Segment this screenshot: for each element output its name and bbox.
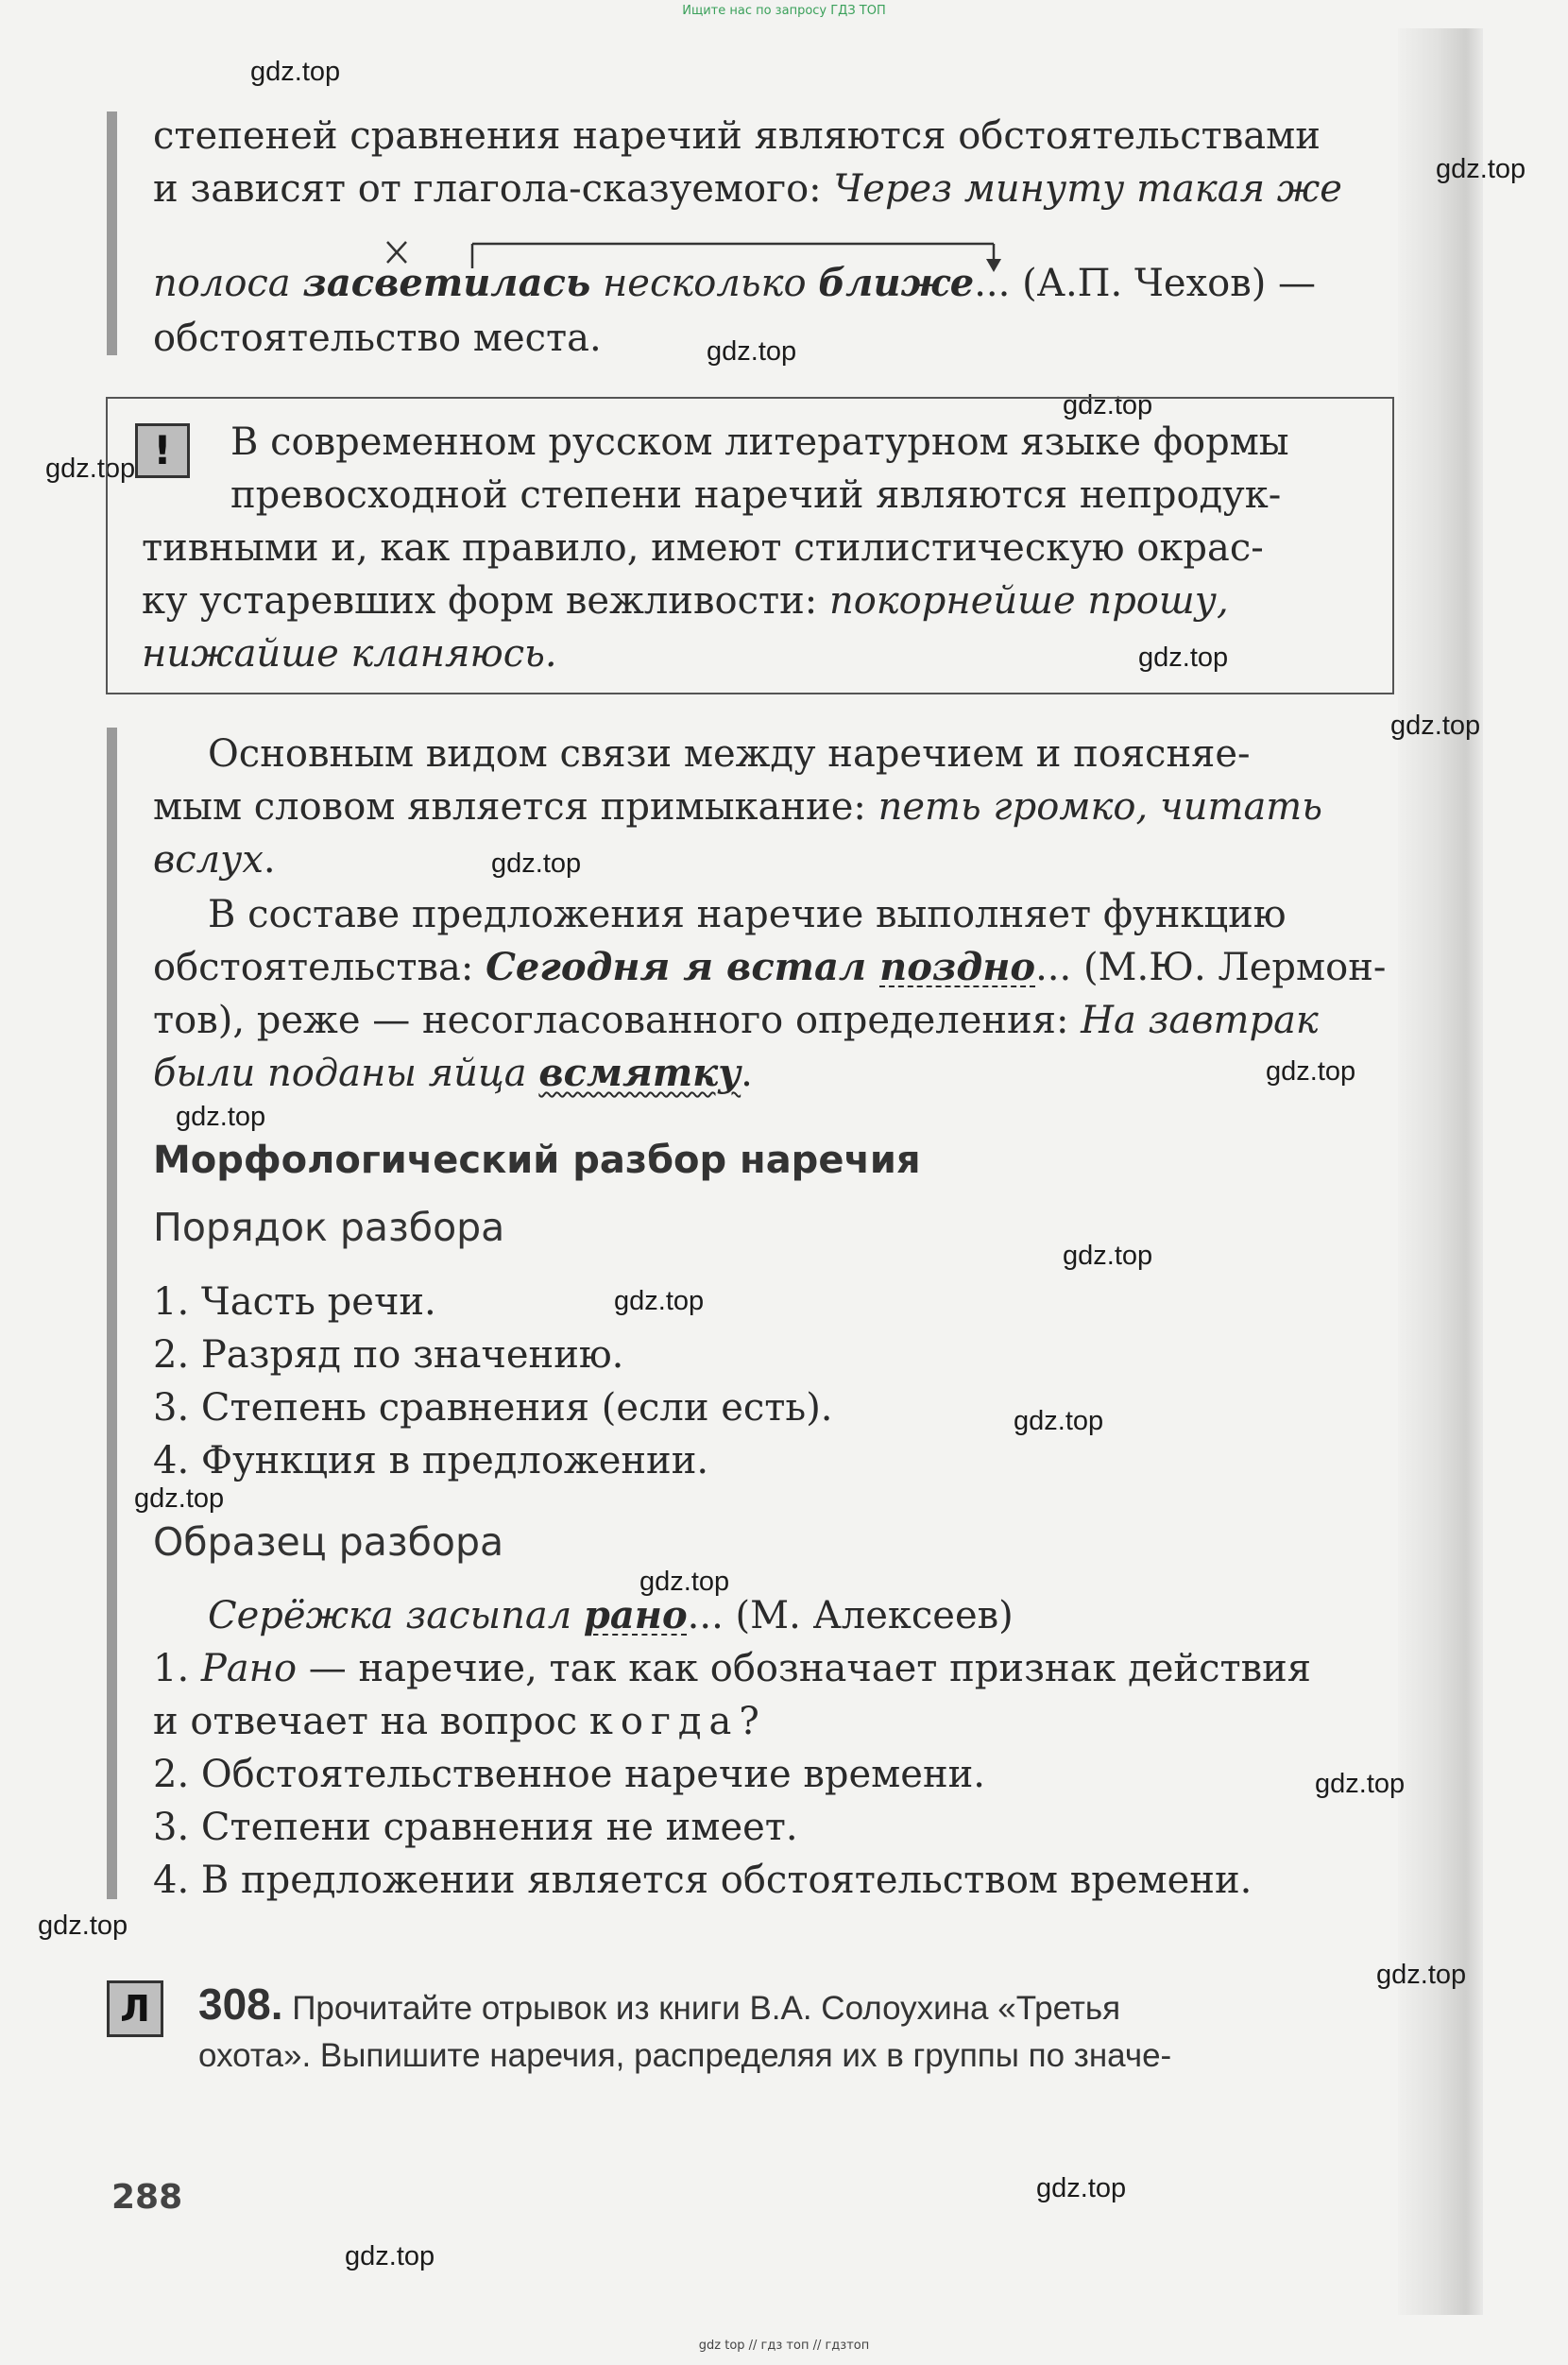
text-line: Основным видом связи между наречием и поясняе- (208, 732, 1251, 776)
text-line: В составе предложения наречие выполняет функцию (208, 893, 1287, 936)
text-line (153, 257, 1316, 310)
example-italic: полоса (153, 262, 303, 305)
exercise-badge: Л (107, 1980, 163, 2037)
list-item (153, 1695, 759, 1748)
text-fragment: ? (739, 1700, 759, 1743)
watermark: gdz.top (176, 1102, 266, 1132)
list-item: 2. Обстоятельственное наречие времени. (153, 1753, 985, 1796)
text-line (153, 1047, 753, 1100)
text-fragment: — наречие, так как обозначает признак действия (297, 1647, 1312, 1690)
example-italic: несколько (590, 262, 819, 305)
list-item: 3. Степени сравнения не имеет. (153, 1806, 798, 1849)
text-fragment: . (741, 1052, 753, 1095)
text-fragment: обстоятельства: (153, 946, 486, 989)
watermark: gdz.top (1014, 1406, 1104, 1436)
text-fragment: ... (М.Ю. Лермон- (1035, 946, 1387, 989)
watermark: gdz.top (1390, 711, 1481, 741)
text-line (153, 833, 276, 886)
watermark: gdz.top (250, 57, 341, 87)
question-spaced: когда (588, 1700, 740, 1743)
watermark: gdz.top (1036, 2173, 1127, 2203)
watermark: gdz.top (1063, 390, 1153, 420)
note-line: тивными и, как правило, имеют стилистическую окрас- (142, 526, 1264, 570)
example-italic: петь громко, читать (878, 785, 1323, 829)
list-item: 1. Часть речи. (153, 1280, 436, 1324)
section-margin-bar (107, 111, 117, 355)
example-underlined: поздно (879, 945, 1036, 989)
note-line: нижайше кланяюсь. (142, 632, 557, 676)
note-line: превосходной степени наречий являются непродук- (230, 473, 1282, 517)
list-item (153, 1642, 1311, 1695)
watermark: gdz.top (1138, 643, 1229, 673)
watermark: gdz.top (707, 336, 797, 367)
text-fragment: 1. (153, 1647, 201, 1690)
note-line: В современном русском литературном языке формы (230, 420, 1289, 464)
text-fragment: ку устаревших форм вежливости: (142, 579, 829, 623)
example-underlined: рано (583, 1593, 688, 1637)
text-fragment: ... (М. Алексеев) (687, 1594, 1014, 1637)
list-item: 2. Разряд по значению. (153, 1333, 624, 1377)
example-italic: На завтрак (1081, 999, 1319, 1042)
page-number: 288 (111, 2178, 183, 2217)
exclamation-icon: ! (135, 423, 190, 478)
section-heading: Морфологический разбор наречия (153, 1139, 921, 1182)
exercise-line (198, 1979, 1120, 2030)
text-fragment: ... (А.П. Чехов) — (974, 262, 1317, 305)
watermark: gdz.top (345, 2241, 435, 2271)
note-line (142, 574, 1229, 627)
text-line (153, 941, 1386, 994)
text-fragment: мым словом является примыкание: (153, 785, 878, 829)
subsection-heading: Образец разбора (153, 1519, 504, 1565)
example-italic: покорнейше прошу, (828, 579, 1229, 623)
watermark: gdz.top (1266, 1056, 1356, 1087)
example-italic: были поданы яйца (153, 1052, 539, 1095)
watermark: gdz.top (1376, 1960, 1467, 1990)
text-line (208, 1589, 1014, 1642)
text-fragment: и отвечает на вопрос (153, 1700, 589, 1743)
text-fragment: . (263, 838, 276, 882)
example-italic: вслух (153, 838, 264, 882)
exercise-number: 308. (198, 1979, 283, 2029)
example-bold-italic: Сегодня я встал (486, 945, 880, 989)
text-line (153, 163, 1342, 215)
text-line (153, 780, 1322, 833)
example-underlined: всмятку (538, 1051, 741, 1095)
watermark: gdz.top (45, 454, 136, 484)
text-line (153, 994, 1319, 1047)
example-bold-italic: засветилась (302, 261, 591, 305)
exercise-line: охота». Выпишите наречия, распределяя их в группы по значе- (198, 2037, 1172, 2074)
subsection-heading: Порядок разбора (153, 1205, 505, 1250)
exercise-text: Прочитайте отрывок из книги В.А. Солоухина «Третья (282, 1990, 1121, 2027)
text-fragment: тов), реже — несогласованного определения: (153, 999, 1082, 1042)
list-item: 4. В предложении является обстоятельством времени. (153, 1859, 1253, 1902)
header-note: Ищите нас по запросу ГДЗ ТОП (682, 4, 886, 18)
section-margin-bar (107, 728, 117, 1899)
watermark: gdz.top (1063, 1241, 1153, 1271)
text-fragment: и зависят от глагола-сказуемого: (153, 167, 834, 211)
watermark: gdz.top (38, 1911, 128, 1941)
example-italic: Через минуту такая же (833, 167, 1342, 211)
example-italic: Рано (200, 1647, 298, 1690)
watermark: gdz.top (614, 1286, 705, 1316)
watermark: gdz.top (1436, 154, 1526, 184)
list-item: 3. Степень сравнения (если есть). (153, 1386, 833, 1430)
example-bold-italic: ближе (818, 261, 975, 305)
example-italic: Серёжка засыпал (208, 1594, 584, 1637)
watermark: gdz.top (639, 1567, 730, 1597)
list-item: 4. Функция в предложении. (153, 1439, 709, 1482)
footer-note: gdz top // гдз топ // гдзтоп (698, 2339, 870, 2353)
text-line: обстоятельство места. (153, 317, 602, 360)
watermark: gdz.top (1315, 1769, 1406, 1799)
watermark: gdz.top (491, 848, 582, 879)
text-line: степеней сравнения наречий являются обстоятельствами (153, 114, 1321, 158)
watermark: gdz.top (134, 1483, 225, 1514)
